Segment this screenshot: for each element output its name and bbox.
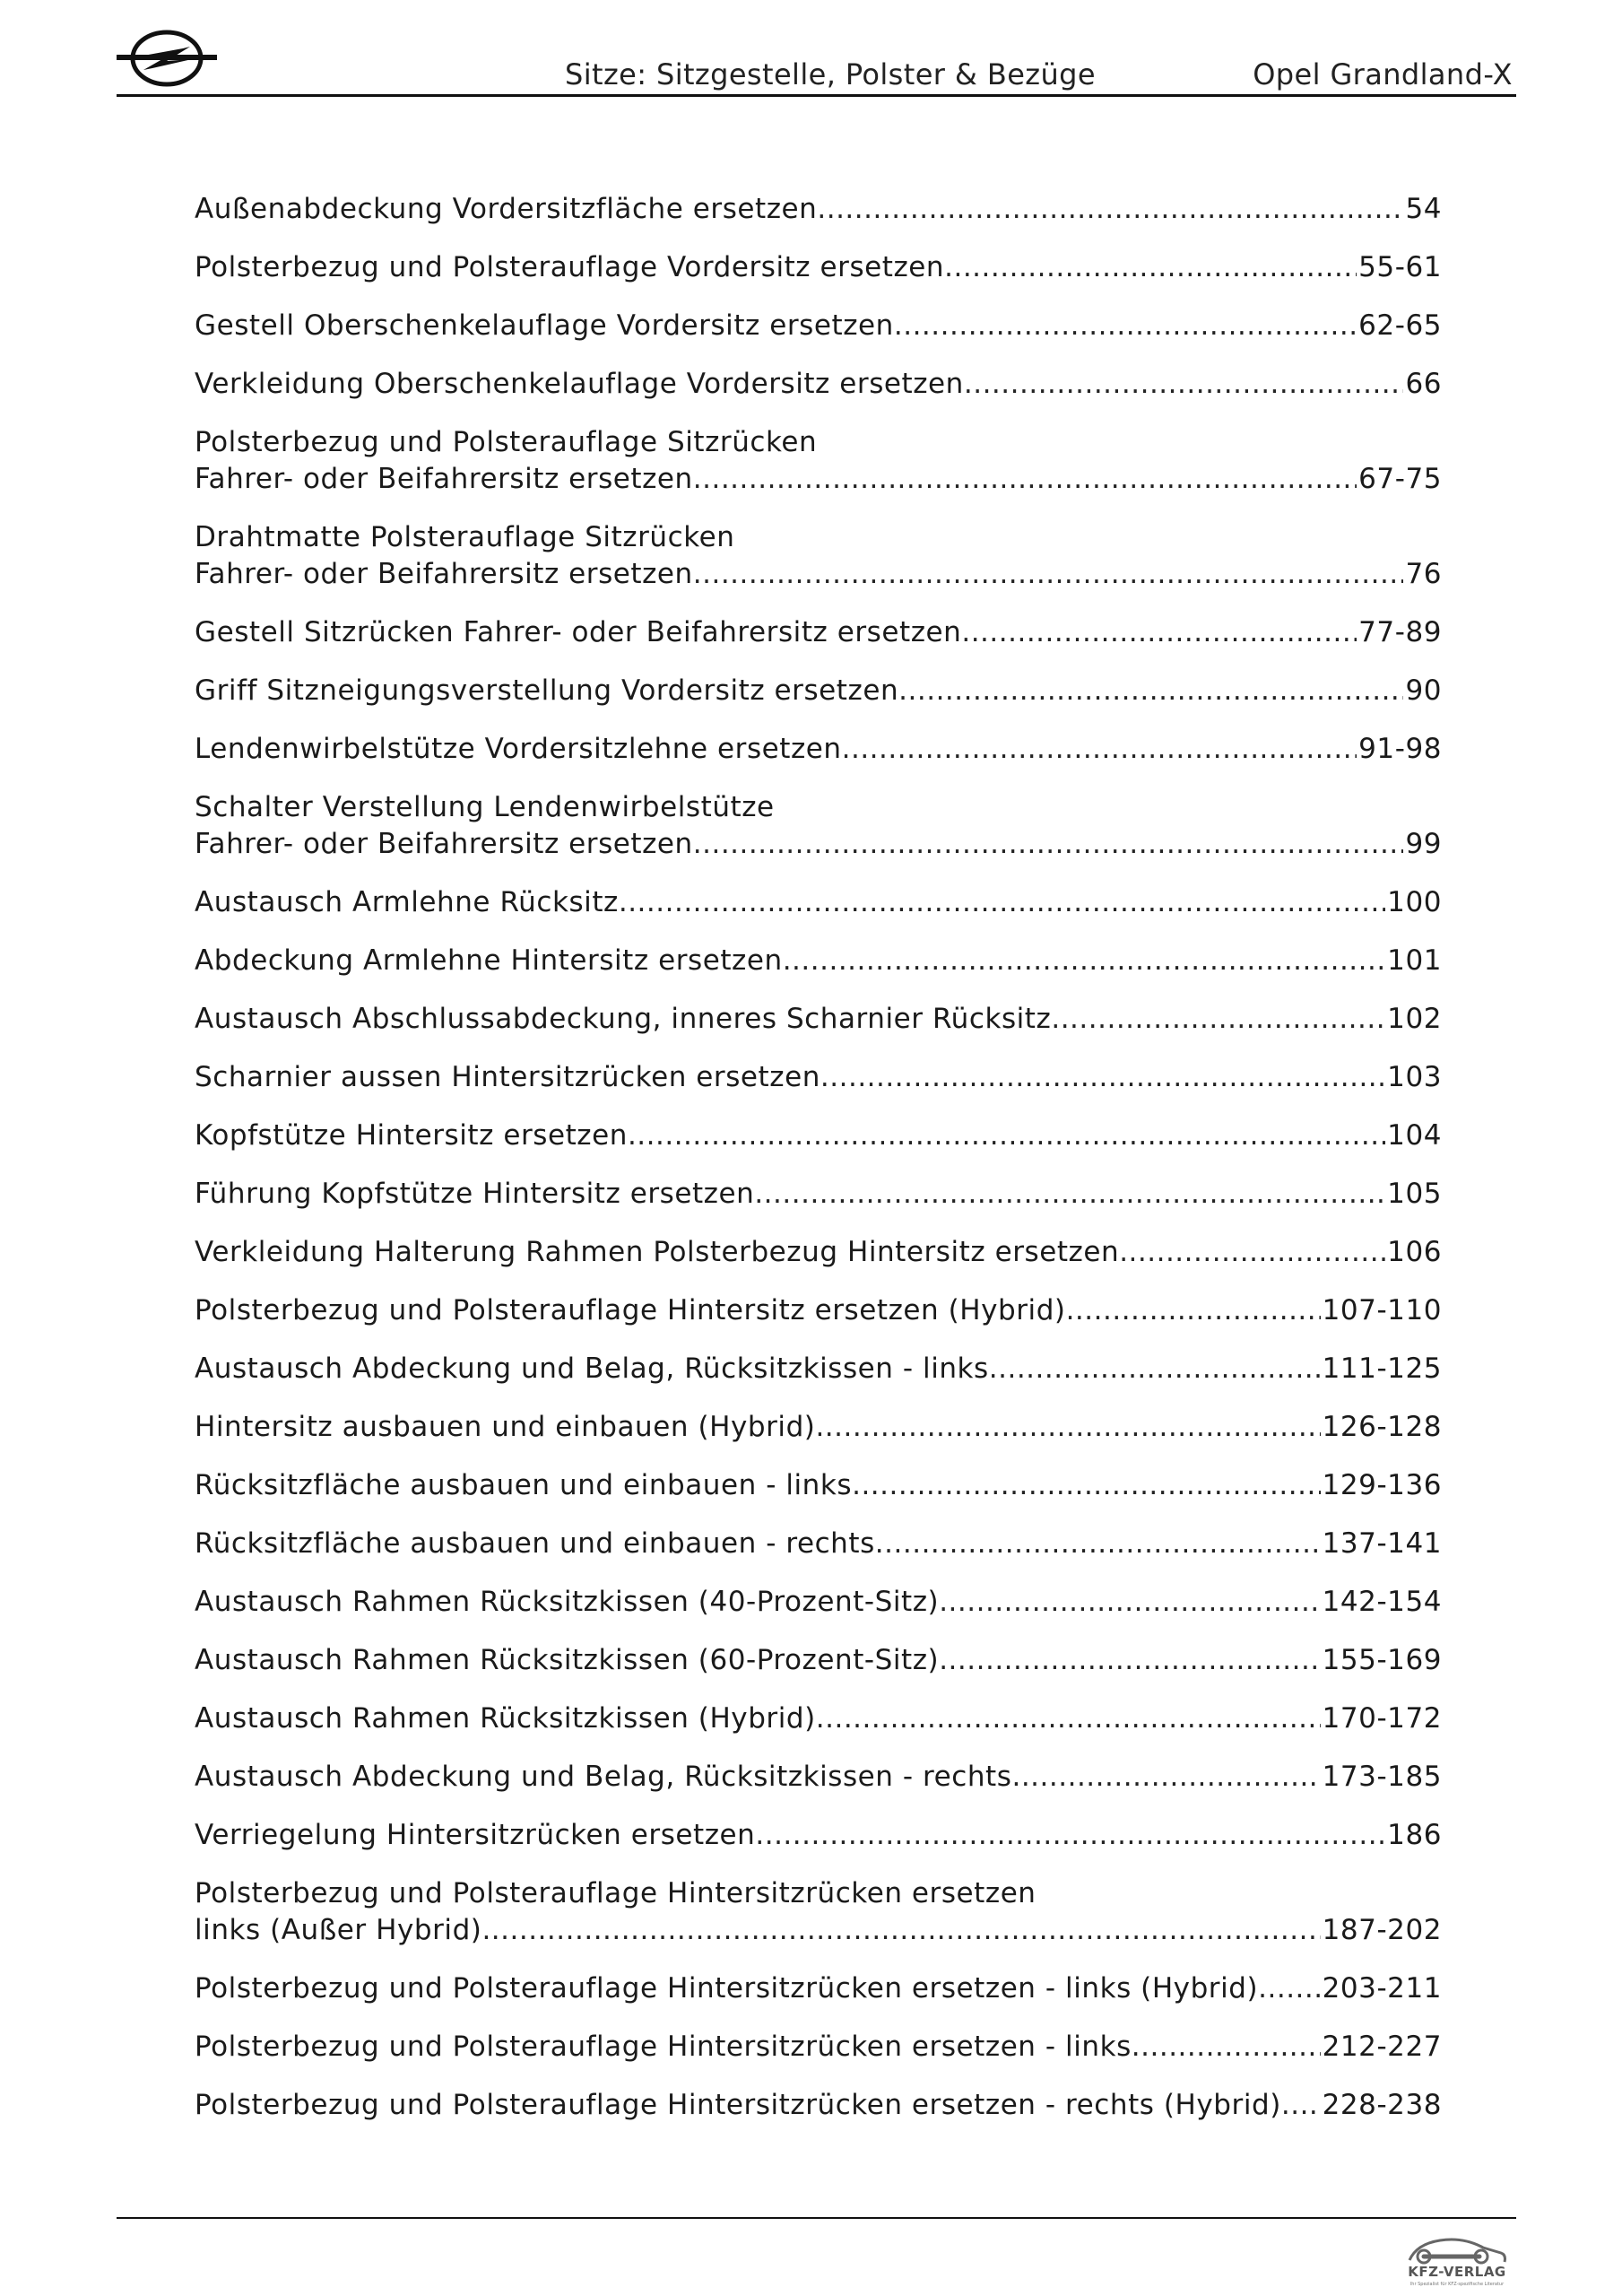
dot-leader (1051, 1001, 1385, 1038)
toc-page-number: 102 (1387, 1003, 1442, 1035)
toc-entry-line (195, 1467, 1442, 1504)
toc-entry-title: Polsterbezug und Polsterauflage Hintersitz ersetzen (Hybrid) (195, 1294, 1066, 1326)
dot-leader (783, 943, 1385, 979)
toc-entry-title: Polsterbezug und Polsterauflage Hintersitzrücken ersetzen - links (195, 2031, 1132, 2063)
toc-page-number: 105 (1387, 1178, 1442, 1210)
toc-entry (195, 1970, 1442, 2007)
dot-leader (481, 1912, 1320, 1949)
toc-entry-title: Austausch Rahmen Rücksitzkissen (60-Prozent-Sitz) (195, 1644, 940, 1676)
publisher-name: KFZ-VERLAG (1408, 2264, 1506, 2280)
dot-leader (693, 556, 1404, 593)
toc-entry (195, 1176, 1442, 1213)
dot-leader (939, 1584, 1320, 1621)
toc-entry-title: Polsterbezug und Polsterauflage Hintersitzrücken ersetzen - links (Hybrid) (195, 1972, 1259, 2005)
toc-entry-title: Polsterbezug und Polsterauflage Hintersitzrücken ersetzen - rechts (Hybrid) (195, 2089, 1281, 2121)
toc-entry-line (195, 1118, 1442, 1154)
toc-entry (195, 1759, 1442, 1796)
toc-page-number: 66 (1405, 368, 1442, 400)
toc-entry-line (195, 943, 1442, 979)
toc-entry-line (195, 1759, 1442, 1796)
toc-entry-line (195, 673, 1442, 709)
vehicle-model: Opel Grandland-X (1253, 57, 1513, 91)
toc-entry-title: Lendenwirbelstütze Vordersitzlehne ersetzen (195, 733, 842, 765)
dot-leader (961, 614, 1357, 651)
toc-entry-title: Fahrer- oder Beifahrersitz ersetzen (195, 558, 693, 590)
toc-entry (195, 1234, 1442, 1271)
toc-entry-title: Gestell Oberschenkelauflage Vordersitz ersetzen (195, 309, 894, 342)
toc-entry (195, 191, 1442, 228)
footer-rule (117, 2217, 1516, 2219)
toc-entry-title: Verriegelung Hintersitzrücken ersetzen (195, 1819, 756, 1851)
toc-page-number: 111-125 (1322, 1352, 1442, 1385)
toc-entry-title: Rücksitzfläche ausbauen und einbauen - links (195, 1469, 853, 1501)
header-rule (117, 94, 1516, 97)
toc-page-number: 142-154 (1322, 1586, 1442, 1618)
toc-entry-line (195, 1292, 1442, 1329)
toc-entry-title: Rücksitzfläche ausbauen und einbauen - rechts (195, 1527, 875, 1560)
toc-entry-title: Griff Sitzneigungsverstellung Vordersitz ersetzen (195, 674, 899, 707)
toc-entry-line-continued (195, 1875, 1442, 1912)
dot-leader (693, 826, 1404, 863)
toc-entry (195, 519, 1442, 593)
toc-entry-line (195, 1970, 1442, 2007)
dot-leader (817, 191, 1403, 228)
dot-leader (693, 461, 1357, 498)
toc-entry (195, 731, 1442, 768)
toc-entry-title: Außenabdeckung Vordersitzfläche ersetzen (195, 193, 818, 225)
toc-entry-line (195, 461, 1442, 498)
toc-entry-title: Polsterbezug und Polsterauflage Vordersitz ersetzen (195, 251, 945, 283)
toc-page-number: 55-61 (1358, 251, 1442, 283)
toc-entry-line (195, 1584, 1442, 1621)
toc-entry (195, 1351, 1442, 1387)
document-title: Sitze: Sitzgestelle, Polster & Bezüge (565, 57, 1096, 91)
toc-entry-title: Kopfstütze Hintersitz ersetzen (195, 1119, 628, 1152)
toc-entry (195, 1059, 1442, 1096)
toc-entry (195, 424, 1442, 498)
toc-entry-line (195, 2029, 1442, 2066)
dot-leader (619, 884, 1385, 921)
toc-entry-title: Austausch Armlehne Rücksitz (195, 886, 619, 918)
dot-leader (852, 1467, 1321, 1504)
toc-page-number: 126-128 (1322, 1411, 1442, 1443)
toc-page-number: 62-65 (1358, 309, 1442, 342)
toc-page-number: 107-110 (1322, 1294, 1442, 1326)
toc-page-number: 90 (1405, 674, 1442, 707)
toc-entry-title: Gestell Sitzrücken Fahrer- oder Beifahrersitz ersetzen (195, 616, 962, 648)
toc-entry (195, 1001, 1442, 1038)
toc-entry (195, 2029, 1442, 2066)
dot-leader (820, 1059, 1385, 1096)
toc-entry-title: Polsterbezug und Polsterauflage Sitzrücken (195, 426, 818, 458)
toc-entry-line (195, 1642, 1442, 1679)
toc-page-number: 228-238 (1322, 2089, 1442, 2121)
toc-entry-line (195, 191, 1442, 228)
toc-entry-line-continued (195, 519, 1442, 556)
toc-entry (195, 1526, 1442, 1562)
toc-entry-line (195, 614, 1442, 651)
toc-entry (195, 884, 1442, 921)
toc-entry-line (195, 249, 1442, 286)
toc-page-number: 187-202 (1322, 1914, 1442, 1946)
dot-leader (944, 249, 1357, 286)
toc-page-number: 104 (1387, 1119, 1442, 1152)
dot-leader (1066, 1292, 1321, 1329)
toc-entry-title: Austausch Rahmen Rücksitzkissen (Hybrid) (195, 1702, 816, 1735)
toc-page-number: 101 (1387, 944, 1442, 977)
toc-entry-line-continued (195, 424, 1442, 461)
toc-entry-line-continued (195, 789, 1442, 826)
toc-entry (195, 1467, 1442, 1504)
toc-page-number: 100 (1387, 886, 1442, 918)
toc-entry-title: Austausch Abschlussabdeckung, inneres Scharnier Rücksitz (195, 1003, 1052, 1035)
toc-entry-line (195, 1059, 1442, 1096)
toc-entry (195, 1118, 1442, 1154)
toc-entry-line (195, 1001, 1442, 1038)
toc-entry-title: Fahrer- oder Beifahrersitz ersetzen (195, 828, 693, 860)
toc-entry-title: Führung Kopfstütze Hintersitz ersetzen (195, 1178, 755, 1210)
toc-entry-title: Austausch Abdeckung und Belag, Rücksitzkissen - rechts (195, 1761, 1012, 1793)
dot-leader (875, 1526, 1321, 1562)
toc-page-number: 129-136 (1322, 1469, 1442, 1501)
publisher-tagline: Ihr Spezialist für KFZ-spezifische Literatur (1409, 2282, 1505, 2287)
toc-entry (195, 366, 1442, 403)
toc-entry-title: Hintersitz ausbauen und einbauen (Hybrid) (195, 1411, 816, 1443)
toc-entry (195, 1700, 1442, 1737)
dot-leader (754, 1176, 1385, 1213)
dot-leader (755, 1817, 1385, 1854)
toc-entry-line (195, 1526, 1442, 1562)
toc-page-number: 67-75 (1358, 463, 1442, 495)
toc-entry-title: Drahtmatte Polsterauflage Sitzrücken (195, 521, 735, 553)
toc-entry (195, 614, 1442, 651)
dot-leader (815, 1409, 1320, 1446)
dot-leader (989, 1351, 1321, 1387)
toc-entry-title: Verkleidung Oberschenkelauflage Vordersitz ersetzen (195, 368, 964, 400)
dot-leader (898, 673, 1403, 709)
toc-page-number: 91-98 (1358, 733, 1442, 765)
dot-leader (842, 731, 1357, 768)
toc-page-number: 106 (1387, 1236, 1442, 1268)
toc-entry-title: Austausch Abdeckung und Belag, Rücksitzkissen - links (195, 1352, 989, 1385)
toc-entry-line (195, 556, 1442, 593)
toc-entry-line (195, 1817, 1442, 1854)
toc-page-number: 77-89 (1358, 616, 1442, 648)
dot-leader (894, 308, 1357, 344)
toc-entry-line (195, 1176, 1442, 1213)
toc-page-number: 186 (1387, 1819, 1442, 1851)
toc-entry (195, 1817, 1442, 1854)
page-header (117, 25, 1516, 97)
toc-page-number: 155-169 (1322, 1644, 1442, 1676)
dot-leader (816, 1700, 1321, 1737)
toc-entry-title: Austausch Rahmen Rücksitzkissen (40-Prozent-Sitz) (195, 1586, 940, 1618)
toc-page-number: 99 (1405, 828, 1442, 860)
toc-entry (195, 308, 1442, 344)
toc-entry-line (195, 1700, 1442, 1737)
table-of-contents (195, 191, 1442, 2145)
toc-entry-title: Fahrer- oder Beifahrersitz ersetzen (195, 463, 693, 495)
toc-page-number: 203-211 (1322, 1972, 1442, 2005)
toc-entry (195, 1584, 1442, 1621)
opel-blitz-logo-icon (117, 29, 217, 88)
toc-entry (195, 1292, 1442, 1329)
toc-entry (195, 1409, 1442, 1446)
toc-entry (195, 1642, 1442, 1679)
toc-entry-line (195, 1912, 1442, 1949)
toc-page-number: 103 (1387, 1061, 1442, 1093)
toc-entry-line (195, 1234, 1442, 1271)
toc-entry-title: Abdeckung Armlehne Hintersitz ersetzen (195, 944, 783, 977)
toc-entry (195, 943, 1442, 979)
toc-entry (195, 789, 1442, 863)
toc-page-number: 54 (1405, 193, 1442, 225)
toc-entry-line (195, 308, 1442, 344)
dot-leader (1281, 2087, 1321, 2124)
toc-page-number: 170-172 (1322, 1702, 1442, 1735)
toc-entry (195, 1875, 1442, 1949)
toc-entry-title: Polsterbezug und Polsterauflage Hintersitzrücken ersetzen (195, 1877, 1037, 1909)
toc-entry-line (195, 2087, 1442, 2124)
toc-entry-title: Verkleidung Halterung Rahmen Polsterbezug Hintersitz ersetzen (195, 1236, 1120, 1268)
toc-entry-title: Schalter Verstellung Lendenwirbelstütze (195, 791, 775, 823)
toc-entry-title: Scharnier aussen Hintersitzrücken ersetzen (195, 1061, 820, 1093)
dot-leader (1119, 1234, 1385, 1271)
toc-entry (195, 249, 1442, 286)
toc-entry-line (195, 1351, 1442, 1387)
toc-entry (195, 2087, 1442, 2124)
toc-entry (195, 673, 1442, 709)
toc-entry-line (195, 884, 1442, 921)
dot-leader (1258, 1970, 1320, 2007)
dot-leader (628, 1118, 1385, 1154)
dot-leader (964, 366, 1404, 403)
dot-leader (1132, 2029, 1321, 2066)
toc-entry-line (195, 826, 1442, 863)
dot-leader (1011, 1759, 1320, 1796)
toc-entry-line (195, 366, 1442, 403)
toc-page-number: 137-141 (1322, 1527, 1442, 1560)
toc-page-number: 173-185 (1322, 1761, 1442, 1793)
toc-page-number: 212-227 (1322, 2031, 1442, 2063)
toc-entry-line (195, 1409, 1442, 1446)
dot-leader (939, 1642, 1320, 1679)
toc-page-number: 76 (1405, 558, 1442, 590)
toc-entry-line (195, 731, 1442, 768)
toc-entry-title: links (Außer Hybrid) (195, 1914, 482, 1946)
